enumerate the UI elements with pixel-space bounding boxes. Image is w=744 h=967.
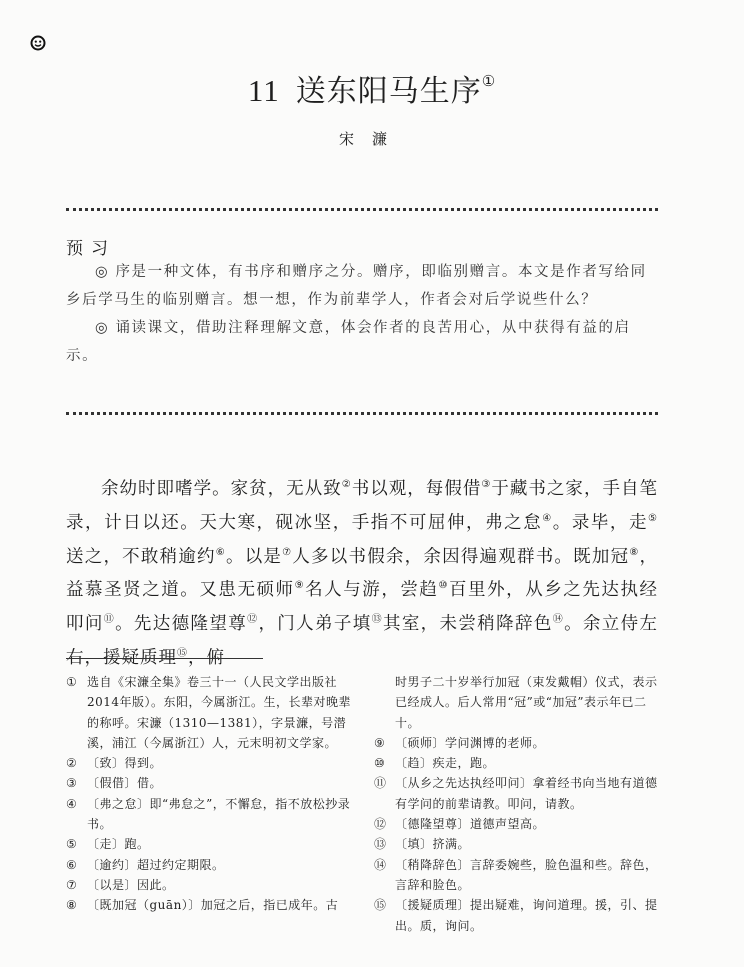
smiley-face-icon xyxy=(30,35,46,51)
footnote-reference: ⑬ xyxy=(371,614,383,626)
footnote-mark: ⑥ xyxy=(66,857,78,872)
footnote-mark: ② xyxy=(66,756,78,771)
footnote xyxy=(374,814,660,834)
footnote-reference: ⑭ xyxy=(552,614,565,626)
footnote-text: 〔逾约〕超过约定期限。 xyxy=(87,857,225,872)
footnote-mark: ⑩ xyxy=(374,756,386,771)
preview-paragraph: ◎ 序是一种文体，有书序和赠序之分。赠序，即临别赠言。本文是作者写给同乡后学马生的临别赠言。想一想，作为前辈学人，作者会对后学说些什么？ xyxy=(66,264,647,308)
preview-section xyxy=(66,258,658,370)
footnote-reference: ⑧ xyxy=(629,546,640,558)
footnote-mark: ⑮ xyxy=(374,898,387,913)
footnote-text: 〔从乡之先达执经叩问〕拿着经书向当地有道德有学问的前辈请教。叩问，请教。 xyxy=(395,776,658,811)
footnote-reference: ⑪ xyxy=(103,614,116,626)
footnote-text: 〔致〕得到。 xyxy=(87,756,163,771)
lesson-number: 11 xyxy=(247,73,280,108)
footnote-reference: ⑥ xyxy=(215,546,226,558)
footnote-text: 〔稍降辞色〕言辞委婉些，脸色温和些。辞色，言辞和脸色。 xyxy=(395,857,658,892)
footnote-reference: ③ xyxy=(481,479,492,490)
footnote-mark: ⑤ xyxy=(66,837,78,852)
main-text-segment: ，俯 xyxy=(188,647,225,668)
main-text-segment: 。先达德隆望尊 xyxy=(115,614,248,635)
footnote-text: 〔弗之怠〕即“弗怠之”，不懈怠，指不放松抄录书。 xyxy=(87,796,351,832)
footnote-mark: ⑫ xyxy=(374,817,387,832)
top-dotted-divider xyxy=(66,208,658,211)
footnote-text: 〔填〕挤满。 xyxy=(395,837,471,852)
footnote-mark: ① xyxy=(66,675,78,689)
footnote-text: 〔援疑质理〕提出疑难，询问道理。援，引、提出。质，询问。 xyxy=(395,898,658,933)
footnote xyxy=(374,773,660,814)
footnote-8-continued: 时男子二十岁举行加冠（束发戴帽）仪式，表示已经成人。后人常用“冠”或“加冠”表示年已二十。 xyxy=(395,675,658,730)
main-text-segment: 余幼时即嗜学。家贫，无从致 xyxy=(101,478,342,499)
footnote-mark: ⑧ xyxy=(66,898,78,913)
footnote-mark: ⑭ xyxy=(374,857,387,872)
main-text-segment: 其室，未尝稍降辞色 xyxy=(382,614,553,635)
main-text-segment: 人多以书假余，余因得遍观群书。既加冠 xyxy=(292,546,630,567)
footnote-text: 〔趋〕疾走，跑。 xyxy=(395,756,496,771)
footnote-reference: ⑮ xyxy=(177,648,188,660)
footnote-reference: ② xyxy=(341,479,352,490)
footnote-mark: ④ xyxy=(66,796,78,811)
footnote xyxy=(66,895,352,915)
footnote-text: 〔硕师〕学问渊博的老师。 xyxy=(395,735,546,750)
main-text-segment: 。录毕，走 xyxy=(552,512,649,533)
footnote-rule xyxy=(66,658,263,659)
footnote-mark: ⑬ xyxy=(374,837,387,852)
footnote-text: 选自《宋濂全集》卷三十一（人民文学出版社2014年版）。东阳，今属浙江。生，长辈对晚辈的称呼。宋濂（1310—1381），字景濂，号潜溪，浦江（今属浙江）人，元末明初文学家。 xyxy=(87,675,352,750)
footnote xyxy=(66,672,352,753)
footnote-text: 〔假借〕借。 xyxy=(87,776,163,791)
footnote-reference: ⑦ xyxy=(282,546,293,558)
footnote xyxy=(66,875,352,895)
footnote xyxy=(374,895,660,936)
footnote-mark: ⑪ xyxy=(374,776,387,791)
main-text-segment: 。以是 xyxy=(225,546,283,567)
footnote xyxy=(66,773,352,793)
footnote xyxy=(66,855,352,875)
footnote-text: 〔既加冠（guān）〕加冠之后，指已成年。古 xyxy=(87,898,339,913)
footnote-reference: ⑤ xyxy=(648,512,659,524)
main-text-segment: 书以观，每假借 xyxy=(351,478,482,499)
footnote-mark: ③ xyxy=(66,776,78,791)
main-text-segment: 送之，不敢稍逾约 xyxy=(66,546,216,567)
author-name: 宋濂 xyxy=(338,130,405,148)
footnote-reference: ④ xyxy=(542,512,553,524)
main-text-segment: 百里外，从乡之先达执经叩问 xyxy=(66,580,659,635)
footnote xyxy=(66,753,352,773)
main-text-segment: 于藏书之家，手自笔录，计日以还。天大寒，砚冰坚，手指不可屈伸，弗之怠 xyxy=(66,478,659,533)
preview-heading: 预习 xyxy=(66,239,116,259)
lesson-title-text: 送东阳马生序 xyxy=(295,74,482,109)
main-text-segment: ，益慕圣贤之道。又患无硕师 xyxy=(66,546,659,601)
main-text-segment: 名人与游，尝趋 xyxy=(305,580,439,601)
footnote xyxy=(374,753,660,773)
footnote-text: 〔德隆望尊〕道德声望高。 xyxy=(395,817,546,832)
main-text-segment: 。余立侍左右，援疑质理 xyxy=(66,614,658,668)
footnotes-right-column xyxy=(374,672,660,936)
main-text-segment: ，门人弟子填 xyxy=(258,614,372,635)
footnote-text: 〔以是〕因此。 xyxy=(87,877,175,892)
footnote-reference: ⑩ xyxy=(438,580,449,592)
footnote-mark: ⑨ xyxy=(374,735,386,750)
bottom-dotted-divider xyxy=(66,412,658,415)
lesson-title xyxy=(0,66,744,110)
title-footnote-mark: ① xyxy=(481,72,497,90)
footnote xyxy=(66,834,352,854)
footnote xyxy=(374,834,660,854)
footnote-reference: ⑨ xyxy=(294,580,306,592)
main-paragraph xyxy=(66,470,658,673)
footnote-reference: ⑫ xyxy=(247,614,259,626)
footnote-text: 〔走〕跑。 xyxy=(87,837,150,852)
preview-paragraph: ◎ 诵读课文，借助注释理解文意，体会作者的良苦用心，从中获得有益的启示。 xyxy=(66,320,631,364)
footnote xyxy=(374,855,660,896)
main-text xyxy=(66,470,658,673)
footnote-mark: ⑦ xyxy=(66,877,78,892)
footnotes-left-column xyxy=(66,672,352,916)
footnote xyxy=(374,733,660,753)
footnote xyxy=(66,794,352,835)
